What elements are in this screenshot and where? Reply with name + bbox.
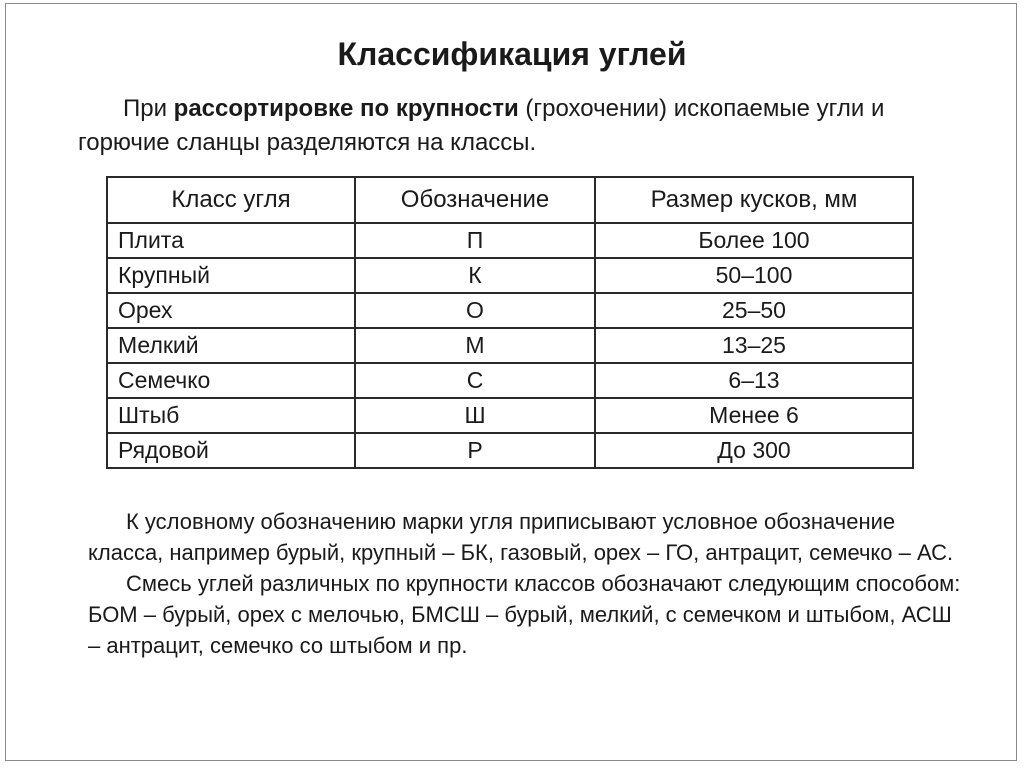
table-row <box>107 363 913 398</box>
cell-class-name: Рядовой <box>107 433 355 468</box>
header-designation: Обозначение <box>355 177 595 223</box>
cell-designation: Р <box>355 433 595 468</box>
header-lump-size: Размер кусков, мм <box>595 177 913 223</box>
note-paragraph-mixtures: Смесь углей различных по крупности классов обозначают следующим способом: БОМ – бурый, орех с мелочью, БМСШ – бурый, мелкий, с семечком и штыбом, АСШ – антрацит, семечко со штыбом и пр. <box>88 571 961 658</box>
table-row <box>107 293 913 328</box>
cell-class-name: Штыб <box>107 398 355 433</box>
cell-lump-size: 13–25 <box>595 328 913 363</box>
cell-designation: П <box>355 223 595 258</box>
cell-lump-size: До 300 <box>595 433 913 468</box>
page-title: Классификация углей <box>337 36 687 72</box>
cell-class-name: Орех <box>107 293 355 328</box>
table-row <box>107 258 913 293</box>
intro-paragraph <box>78 92 958 160</box>
cell-designation: Ш <box>355 398 595 433</box>
table-row <box>107 328 913 363</box>
cell-designation: С <box>355 363 595 398</box>
cell-class-name: Мелкий <box>107 328 355 363</box>
table-header-row <box>107 177 913 223</box>
coal-classes-table <box>106 176 914 469</box>
intro-text-start: При <box>123 95 174 122</box>
table-row <box>107 433 913 468</box>
intro-text-end: (грохочении) ископаемые угли и горючие сланцы разделяются на классы. <box>78 95 885 156</box>
cell-designation: К <box>355 258 595 293</box>
table-row <box>107 398 913 433</box>
cell-class-name: Крупный <box>107 258 355 293</box>
cell-class-name: Семечко <box>107 363 355 398</box>
cell-lump-size: 6–13 <box>595 363 913 398</box>
table-row <box>107 223 913 258</box>
note-paragraph-brand-suffix: К условному обозначению марки угля приписывают условное обозначение класса, например бурый, крупный – БК, газовый, орех – ГО, антрацит, семечко – АС. <box>88 509 954 565</box>
intro-bold-term: рассортировке по крупности <box>173 95 519 122</box>
cell-class-name: Плита <box>107 223 355 258</box>
cell-lump-size: 50–100 <box>595 258 913 293</box>
notes-section <box>88 506 968 661</box>
cell-designation: О <box>355 293 595 328</box>
header-coal-class: Класс угля <box>107 177 355 223</box>
cell-lump-size: Менее 6 <box>595 398 913 433</box>
cell-designation: М <box>355 328 595 363</box>
cell-lump-size: 25–50 <box>595 293 913 328</box>
cell-lump-size: Более 100 <box>595 223 913 258</box>
